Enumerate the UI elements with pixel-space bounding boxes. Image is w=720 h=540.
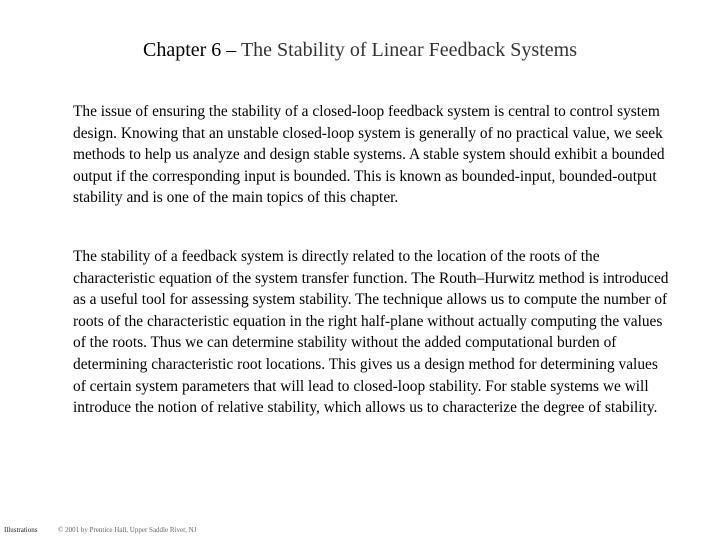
- title-main: The Stability of Linear Feedback Systems: [240, 39, 577, 61]
- footer-label: Illustrations: [4, 526, 38, 534]
- paragraph-routh-hurwitz: The stability of a feedback system is directly related to the location of the roots of the characteristic equation of the system transfer function. The Routh–Hurwitz method is introduced as a useful tool for assessing system stability. The technique allows us to compute the number of roots of the characteristic equation in the right half-plane without actually computing the values of the roots. Thus we can determine stability without the added computational burden of determining characteristic root locations. This gives us a design method for determining values of certain system parameters that will lead to closed-loop stability. For stable systems we will introduce the notion of relative stability, which allows us to characterize the degree of stability.: [73, 248, 669, 417]
- title-prefix: Chapter 6 –: [143, 39, 237, 61]
- footer-copyright: © 2001 by Prentice Hall, Upper Saddle River, NJ: [58, 526, 197, 534]
- paragraph-intro: The issue of ensuring the stability of a closed-loop feedback system is central to control system design. Knowing that an unstable closed-loop system is generally of no practical value, we seek methods to help us analyze and design stable systems. A stable system should exhibit a bounded output if the corresponding input is bounded. This is known as bounded-input, bounded-output stability and is one of the main topics of this chapter.: [73, 103, 665, 207]
- slide-title: [0, 38, 720, 62]
